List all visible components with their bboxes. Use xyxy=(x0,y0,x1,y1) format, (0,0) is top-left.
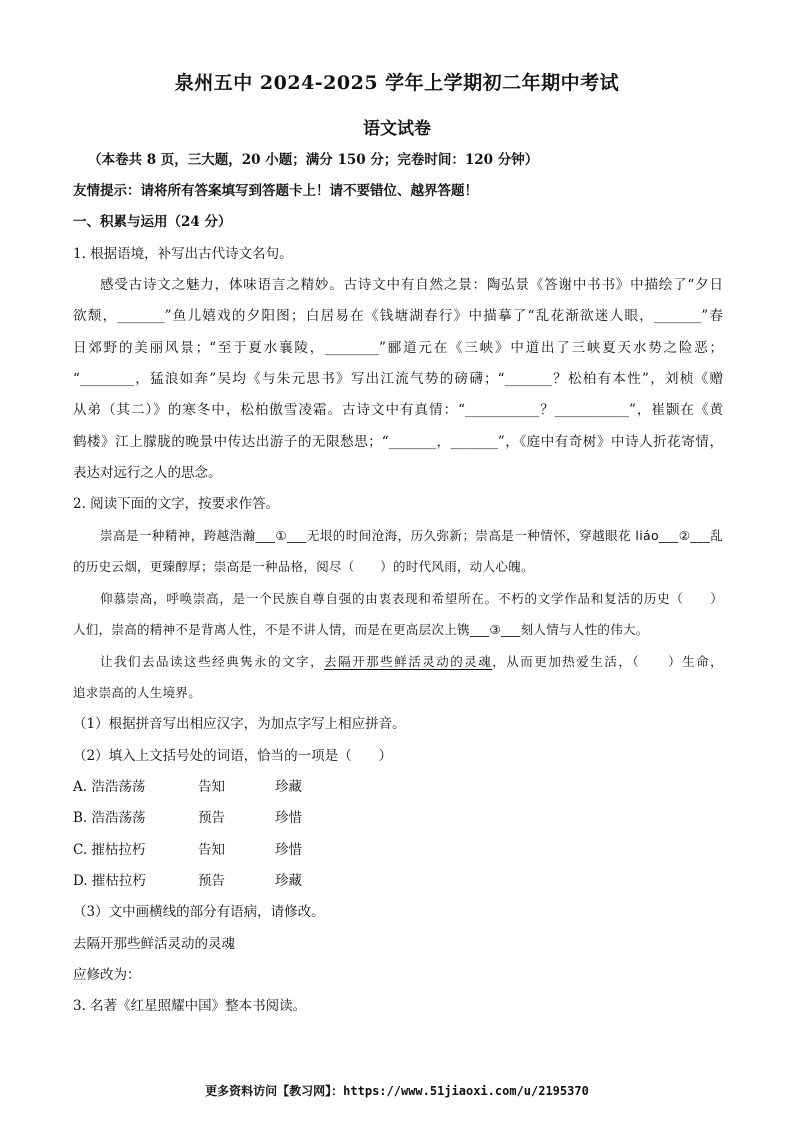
option-word: 珍藏 xyxy=(275,873,302,889)
q3-stem: 3. 名著《红星照耀中国》整本书阅读。 xyxy=(73,998,307,1014)
option-label: A. 浩浩荡荡 xyxy=(73,779,146,795)
option-word: 预告 xyxy=(198,873,225,889)
option-word: 告知 xyxy=(198,779,225,795)
footer-link[interactable]: 更多资料访问【教习网】：https://www.51jiaoxi.com/u/2195370 xyxy=(205,1084,589,1098)
q2-sub2: （2）填入上文括号处的词语，恰当的一项是（ ） xyxy=(73,748,393,764)
q2-underlined-sentence: 去隔开那些鲜活灵动的灵魂 xyxy=(324,654,493,669)
q2-passage-line: 追求崇高的人生境界。 xyxy=(73,685,202,700)
q2-passage-line: 人们，崇高的精神不是背离人性，不是不讲人情，而是在更高层次上镌___③___刻人情与人性的伟大。 xyxy=(73,622,649,637)
option-word: 告知 xyxy=(198,842,225,858)
exam-subtitle: 语文试卷 xyxy=(363,119,431,139)
option-d xyxy=(73,871,723,891)
option-b xyxy=(73,808,723,828)
option-label: C. 摧枯拉朽 xyxy=(73,842,146,858)
q2-sub3: （3）文中画横线的部分有语病，请修改。 xyxy=(73,904,325,920)
exam-tip: 友情提示：请将所有答案填写到答题卡上！请不要错位、越界答题！ xyxy=(73,183,478,199)
q2-passage-line: 仰慕崇高，呼唤崇高，是一个民族自尊自强的由衷表现和希望所在。不朽的文学作品和复活的历史（ ） xyxy=(100,591,723,606)
option-c xyxy=(73,840,723,860)
q1-text-line: 欲颓，_______”鱼儿嬉戏的夕阳图；白居易在《钱塘湖春行》中描摹了“乱花渐欲迷人眼，_______”春 xyxy=(73,308,723,324)
q1-text-line: 从弟（其二）》的寒冬中，松柏傲雪凌霜。古诗文中有真情：“___________？___________”，崔颢在《黄 xyxy=(73,402,723,418)
exam-info: （本卷共 8 页，三大题，20 小题；满分 150 分；完卷时间：120 分钟） xyxy=(88,152,539,168)
q2-passage-text: ，从而更加热爱生活，（ ）生命， xyxy=(492,654,723,669)
q1-stem: 1. 根据语境，补写出古代诗文名句。 xyxy=(73,246,293,262)
option-label: B. 浩浩荡荡 xyxy=(73,810,146,826)
option-label: D. 摧枯拉朽 xyxy=(73,873,146,889)
option-word: 珍惜 xyxy=(275,842,302,858)
q2-passage-line: 崇高是一种精神，跨越浩瀚___①___无垠的时间沧海，历久弥新；崇高是一种情怀，穿越眼花 liáo___②___乱 xyxy=(100,528,723,543)
q2-passage-text: 让我们去品读这些经典隽永的文字， xyxy=(100,654,325,669)
section-heading: 一、积累与运用（24 分） xyxy=(73,214,232,230)
q1-text-line: 表达对远行之人的思念。 xyxy=(73,465,222,481)
q1-text-line: “________，猛浪如奔”吴均《与朱元思书》写出江流气势的磅礴；“_______？松柏有本性”，刘桢《赠 xyxy=(73,371,723,387)
option-word: 珍藏 xyxy=(275,779,302,795)
q1-text-line: 鹤楼》江上朦胧的晚景中传达出游子的无限愁思；“_______，_______”，《庭中有奇树》中诗人折花寄情， xyxy=(73,434,723,450)
q2-passage-line: 的历史云烟，更臻醇厚；崇高是一种品格，阅尽（ ）的时代风雨，动人心魄。 xyxy=(73,559,534,574)
q2-passage-line xyxy=(100,652,723,672)
q1-text-line: 感受古诗文之魅力，体味语言之精妙。古诗文中有自然之景：陶弘景《答谢中书书》中描绘了“夕日 xyxy=(100,277,723,293)
q1-text-line: 日郊野的美丽风景；“至于夏水襄陵，________”郦道元在《三峡》中道出了三峡夏天水势之险恶； xyxy=(73,340,723,356)
option-word: 预告 xyxy=(198,810,225,826)
q2-sub1: （1）根据拼音写出相应汉字，为加点字写上相应拼音。 xyxy=(73,716,406,732)
option-a xyxy=(73,777,723,797)
q2-answer-label: 应修改为： xyxy=(73,967,141,983)
q2-quote: 去隔开那些鲜活灵动的灵魂 xyxy=(73,936,235,952)
exam-title: 泉州五中 2024-2025 学年上学期初二年期中考试 xyxy=(174,72,620,94)
option-word: 珍惜 xyxy=(275,810,302,826)
q2-stem: 2. 阅读下面的文字，按要求作答。 xyxy=(73,496,280,512)
